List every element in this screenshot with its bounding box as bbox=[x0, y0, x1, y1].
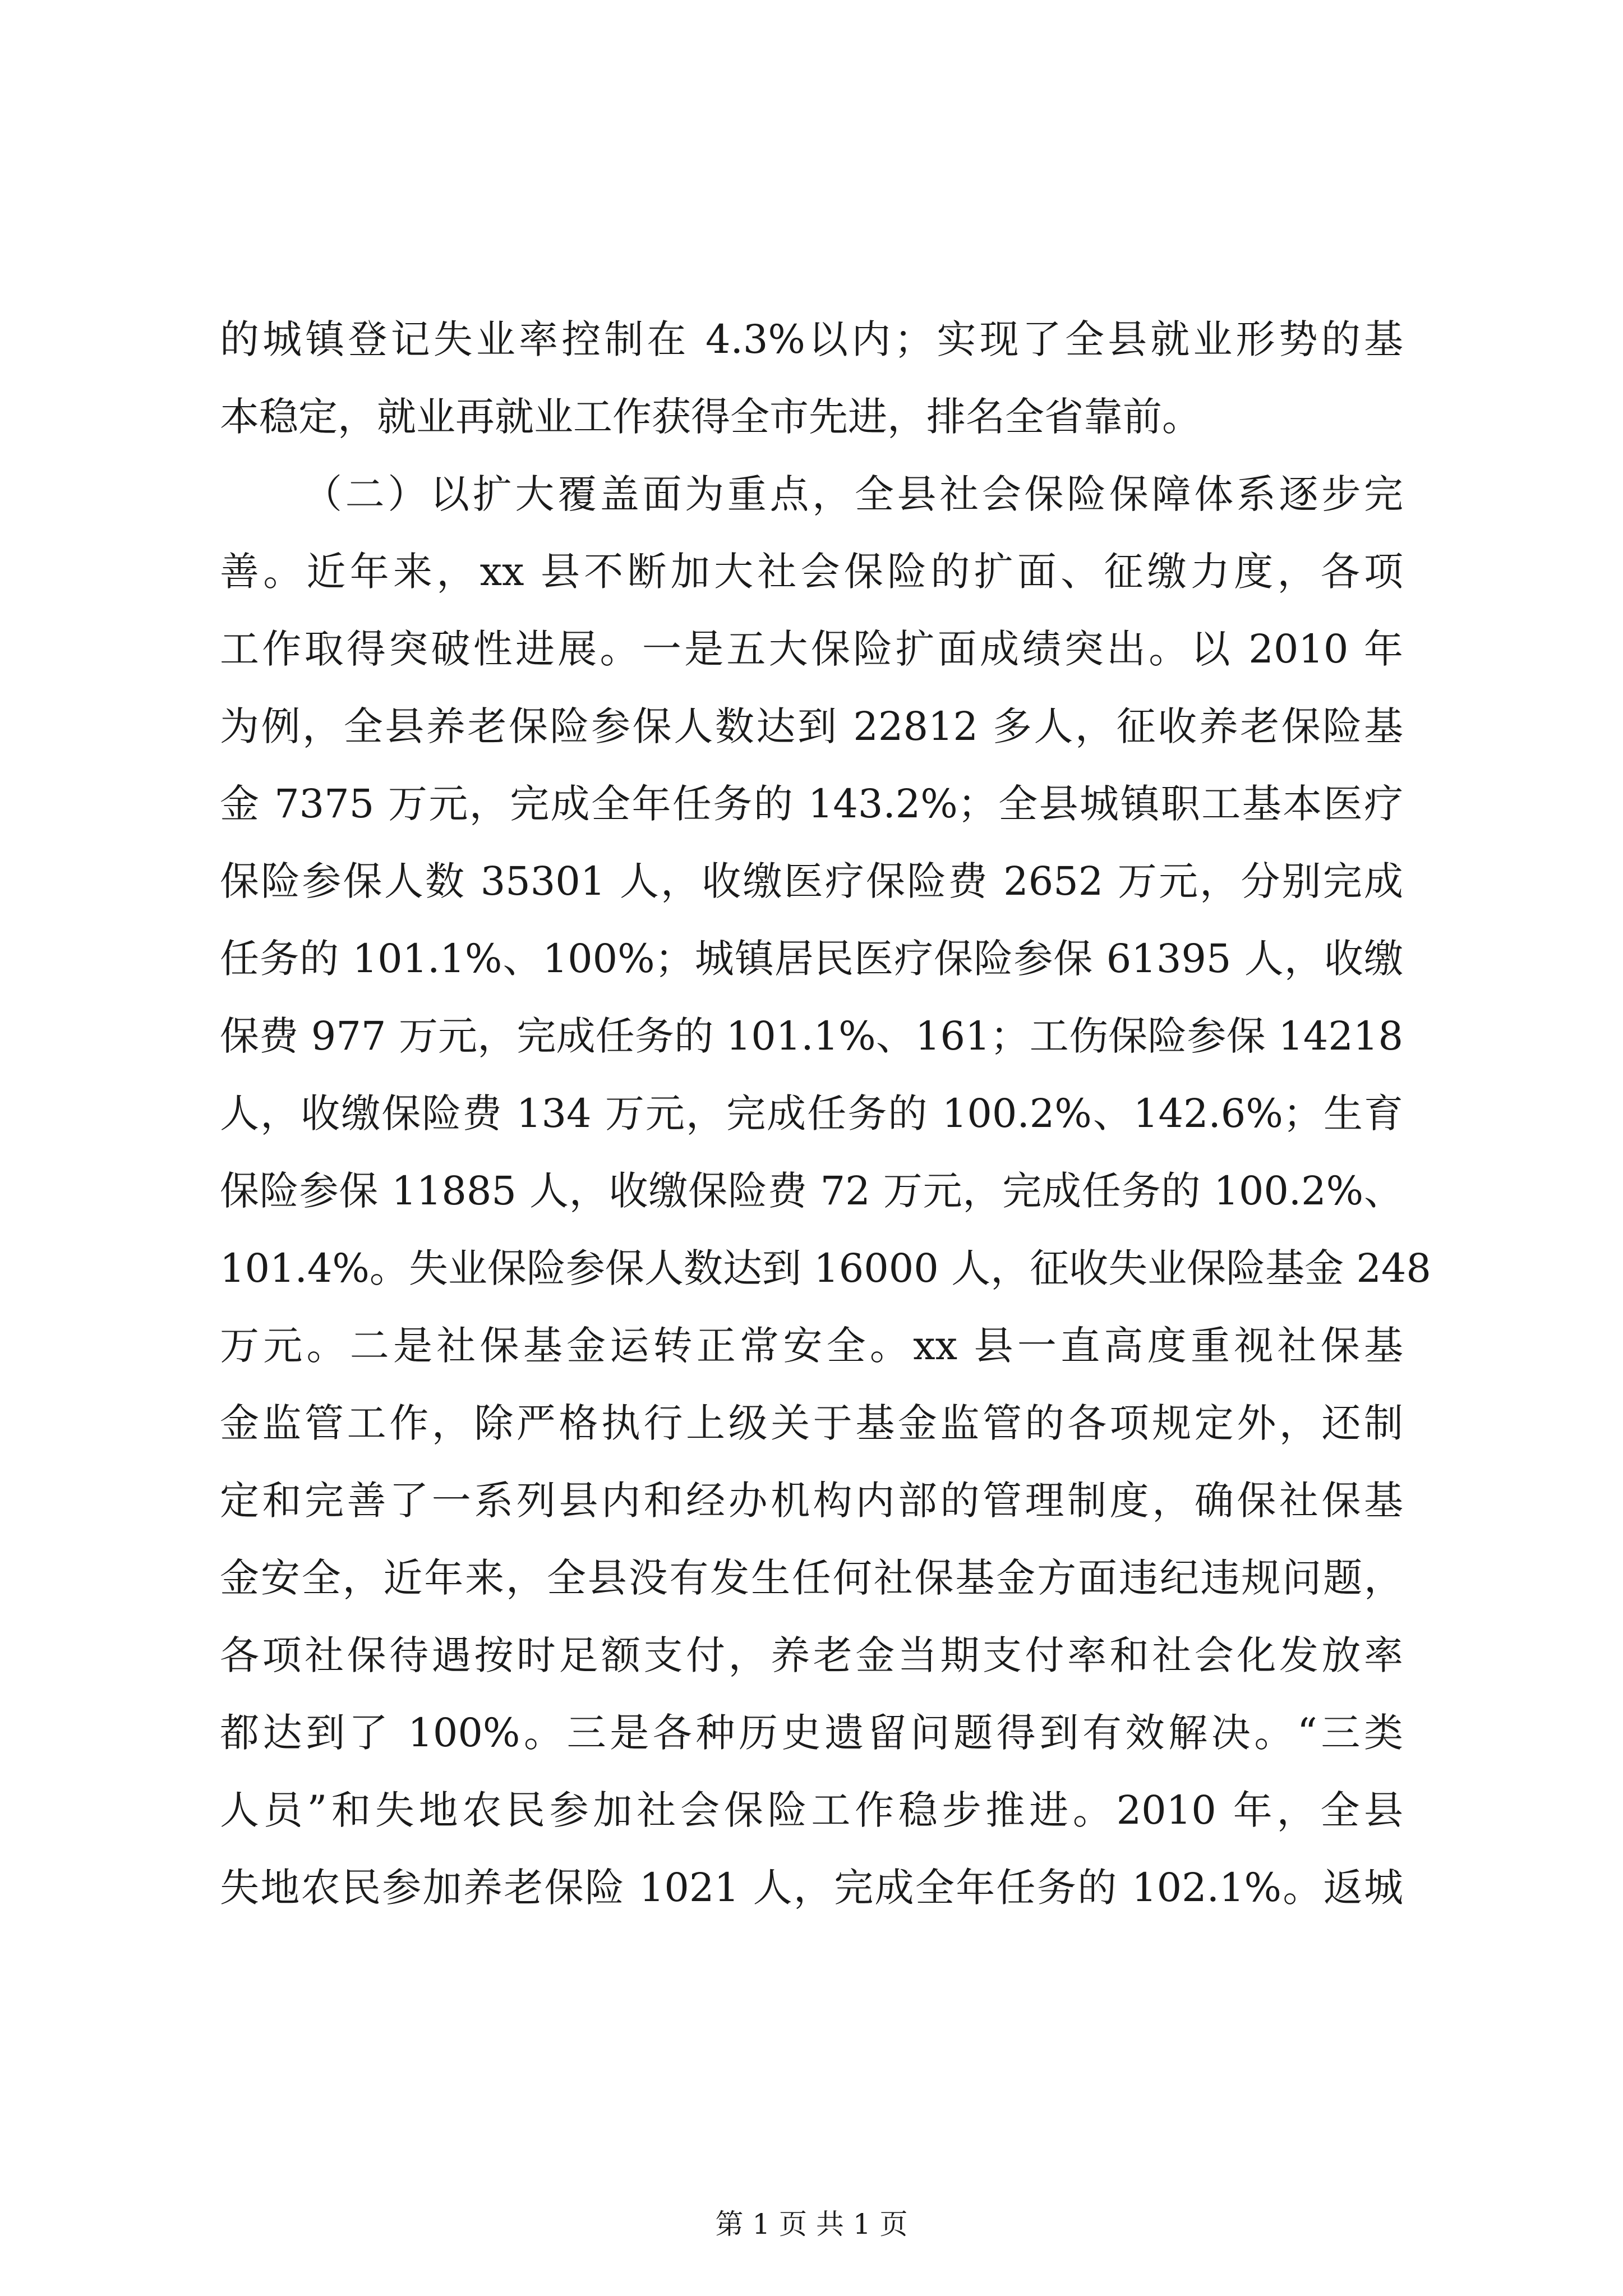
text-line: 101.4%。失业保险参保人数达到 16000 人，征收失业保险基金 248 bbox=[220, 1245, 1431, 1291]
text-line: 善。近年来，xx 县不断加大社会保险的扩面、征缴力度，各项 bbox=[220, 549, 1403, 595]
text-line: 人，收缴保险费 134 万元，完成任务的 100.2%、142.6%；生育 bbox=[220, 1091, 1403, 1137]
text-line: 本稳定，就业再就业工作获得全市先进，排名全省靠前。 bbox=[220, 394, 1201, 440]
text-line: 的城镇登记失业率控制在 4.3%以内；实现了全县就业形势的基 bbox=[220, 316, 1403, 362]
text-line: 金安全，近年来，全县没有发生任何社保基金方面违纪违规问题， bbox=[220, 1555, 1403, 1601]
text-line: 各项社保待遇按时足额支付，养老金当期支付率和社会化发放率 bbox=[220, 1632, 1403, 1678]
document-body bbox=[220, 301, 1431, 1926]
text-line: 保险参保 11885 人，收缴保险费 72 万元，完成任务的 100.2%、 bbox=[220, 1168, 1403, 1214]
text-line: 人员”和失地农民参加社会保险工作稳步推进。2010 年，全县 bbox=[220, 1787, 1403, 1833]
section-heading-line: （二）以扩大覆盖面为重点，全县社会保险保障体系逐步完 bbox=[303, 471, 1403, 517]
text-line: 万元。二是社保基金运转正常安全。xx 县一直高度重视社保基 bbox=[220, 1323, 1403, 1369]
text-line: 任务的 101.1%、100%；城镇居民医疗保险参保 61395 人，收缴 bbox=[220, 936, 1403, 982]
text-line: 保险参保人数 35301 人，收缴医疗保险费 2652 万元，分别完成 bbox=[220, 858, 1403, 904]
text-line: 为例，全县养老保险参保人数达到 22812 多人，征收养老保险基 bbox=[220, 703, 1403, 749]
text-line: 失地农民参加养老保险 1021 人，完成全年任务的 102.1%。返城 bbox=[220, 1865, 1403, 1911]
text-line: 工作取得突破性进展。一是五大保险扩面成绩突出。以 2010 年 bbox=[220, 626, 1403, 672]
text-line: 都达到了 100%。三是各种历史遗留问题得到有效解决。“三类 bbox=[220, 1710, 1403, 1756]
text-line: 金 7375 万元，完成全年任务的 143.2%；全县城镇职工基本医疗 bbox=[220, 781, 1403, 827]
text-line: 保费 977 万元，完成任务的 101.1%、161；工伤保险参保 14218 bbox=[220, 1013, 1403, 1059]
page-number-footer: 第 1 页 共 1 页 bbox=[715, 2208, 908, 2240]
text-line: 定和完善了一系列县内和经办机构内部的管理制度，确保社保基 bbox=[220, 1478, 1403, 1524]
text-line: 金监管工作，除严格执行上级关于基金监管的各项规定外，还制 bbox=[220, 1400, 1403, 1446]
